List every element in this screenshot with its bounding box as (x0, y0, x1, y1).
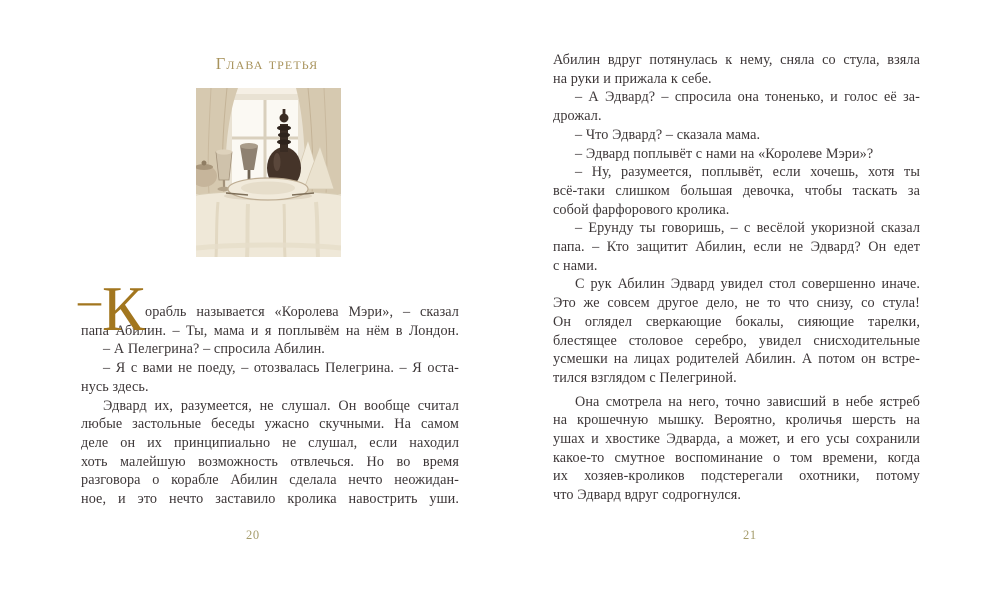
page-number-left: 20 (246, 528, 260, 542)
text-line: всё-таки слишком большая девочка, чтобы таскать за (553, 182, 920, 199)
text-line: разговора о корабле Абилин сделала нечто неожидан- (81, 472, 459, 489)
plate (228, 178, 308, 200)
text-line: что Эдвард вдруг содрогнулся. (553, 487, 742, 504)
paragraph (81, 359, 459, 396)
text-line: нусь здесь. (81, 378, 149, 395)
drop-cap-letter: К (102, 273, 145, 344)
text-line: – Ерунду ты говоришь, – с весёлой укоризной сказал (575, 220, 920, 237)
text-line: Она смотрела на него, точно зависший в небе ястреб (575, 393, 920, 410)
text-line: собой фарфорового кролика. (553, 201, 730, 218)
right-page-text (553, 51, 920, 505)
drop-cap (78, 273, 145, 344)
still-life-illustration (196, 88, 341, 257)
text-line: усмешки на лицах родителей Абилин. А потом он встре- (553, 351, 920, 368)
chapter-heading: Глава третья (215, 54, 319, 73)
text-line: орабль называется «Королева Мэри», – сказал (145, 304, 459, 320)
text-line: – А Пелегрина? – спросила Абилин. (103, 341, 325, 358)
text-line: – Что Эдвард? – сказала мама. (575, 126, 761, 143)
text-line: папа. – Кто защитит Абилин, если не Эдвард? Он едет (553, 239, 920, 256)
paragraph (553, 163, 920, 219)
text-line: ное, и это нечто заставило кролика навострить уши. (81, 491, 459, 508)
paragraph (81, 397, 459, 509)
text-line: любые застольные беседы ужасно скучными. На самом (81, 416, 459, 433)
text-line: – А Эдвард? – спросила она тоненько, и голос её за- (575, 89, 920, 106)
text-line: С рук Абилин Эдвард увидел стол совершенно иначе. (575, 276, 920, 293)
text-line: – Я с вами не поеду, – отозвалась Пелегрина. – Я оста- (103, 360, 459, 377)
paragraph (553, 393, 920, 505)
text-line: папа Абилин. – Ты, мама и я поплывём на нём в Лондон. (81, 322, 459, 339)
text-line: тился взглядом с Пелегриной. (553, 369, 737, 386)
text-line: деле он их принципиально не слушал, если находил (81, 434, 459, 451)
paragraph (553, 275, 920, 387)
text-line: блестящее столовое серебро, увидел снисходительные (553, 332, 920, 349)
text-line: – Ну, разумеется, поплывёт, если хочешь, хотя ты (575, 164, 920, 181)
text-line: Абилин вдруг потянулась к нему, сняла со стула, взяла (553, 52, 920, 68)
text-line: какое-то смутное воспоминание о том времени, когда (553, 449, 920, 466)
text-line: Это же совсем другое дело, не то что снизу, со стула! (553, 295, 920, 312)
paragraph (78, 273, 459, 344)
paragraph (553, 126, 920, 145)
left-page-text (78, 273, 459, 509)
page-number-right: 21 (743, 528, 757, 542)
drop-cap-dash: – (78, 274, 102, 325)
paragraph (553, 219, 920, 275)
text-line: Он оглядел сверкающие бокалы, сияющие тарелки, (553, 313, 920, 330)
text-line: дрожал. (553, 108, 602, 125)
paragraph (553, 88, 920, 125)
text-line: хоть малейшую возможность отвлечься. Но во время (81, 453, 459, 470)
text-line: ушах и хвостике Эдварда, а может, и его усы сохранили (553, 431, 920, 448)
text-line: Эдвард их, разумеется, не слушал. Он вообще считал (103, 397, 459, 414)
text-line: их хозяев-кроликов подстерегали охотники, потому (553, 468, 920, 485)
paragraph (553, 51, 920, 88)
text-line: с нами. (553, 257, 598, 274)
text-line: – Эдвард поплывёт с нами на «Королеве Мэри»? (575, 145, 874, 162)
paragraph (553, 145, 920, 164)
text-line: на руки и прижала к себе. (553, 70, 712, 87)
text-line: на крошечную мышку. Вероятно, кроличья шерсть на (553, 412, 920, 429)
